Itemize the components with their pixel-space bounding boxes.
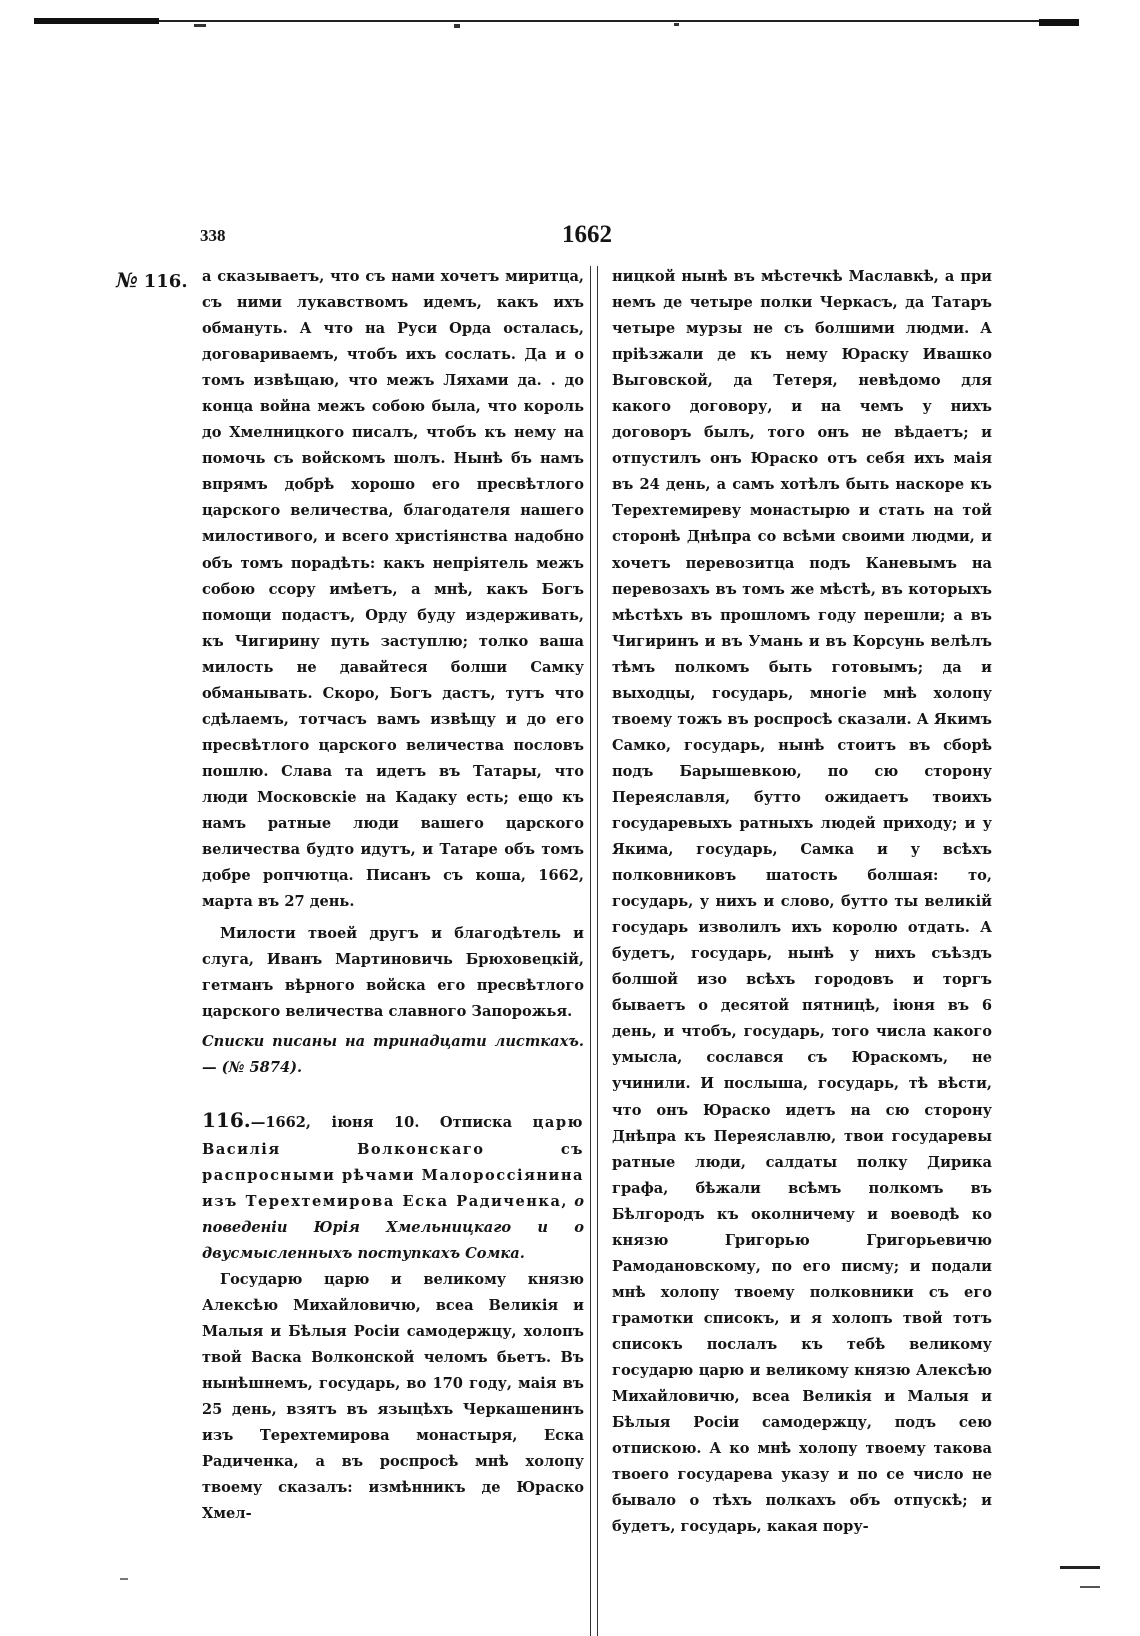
source-note: Списки писаны на тринадцати листкахъ. — (№ 5874). <box>202 1033 584 1077</box>
page-header <box>200 221 1000 256</box>
document-number: 116. <box>143 271 188 292</box>
entry-number: 116. <box>202 1108 251 1133</box>
numero-sign: № <box>116 268 138 292</box>
report-continuation-paragraph: ницкой нынѣ въ мѣстечкѣ Маславкѣ, а при немъ де четыре полки Черкасъ, да Татаръ четыре мурзы не съ болшими людми. А пріѣзжали де къ нему Юраску Ивашко Выговской, да Тетеря, невѣдомо для какого договору, и на чемъ у нихъ договоръ былъ, того онъ не вѣдаетъ; и отпустилъ онъ Юраско отъ себя ихъ маія въ 24 день, а самъ хотѣлъ быть наскоре къ Терехтемиреву монастырю и стать на той сторонѣ Днѣпра со всѣми своими людми, и хочетъ перевозитца подъ Каневымъ на перевозахъ въ томъ же мѣстѣ, въ которыхъ мѣстѣхъ въ прошломъ году перешли; а въ Чигиринъ и въ Умань и въ Корсунь велѣлъ тѣмъ полкомъ быть готовымъ; да и выходцы, государь, многіе мнѣ холопу твоему тожъ въ роспросѣ сказали. А Якимъ Самко, государь, нынѣ стоитъ въ сборѣ подъ Барышевкою, по сю сторону Переяславля, бутто ожидаетъ твоихъ государевыхъ ратныхъ людей приходу; и у Якима, государь, Самка и у всѣхъ полковниковъ шатость болшая: то, государь, у нихъ и слово, бутто ты великій государь изволилъ ихъ королю отдать. А будетъ, государь, нынѣ у нихъ съѣздъ болшой изо всѣхъ городовъ и торгъ бываетъ о десятой пятницѣ, іюня въ 6 день, и чтобъ, государь, того числа какого умысла, сослався съ Юраскомъ, не учинили. И послыша, государь, тѣ вѣсти, что онъ Юраско идетъ на сю сторону Днѣпра къ Переяславлю, твои государевы ратные люди, салдаты полку Дирика графа, бѣжали всѣмъ полкомъ въ Бѣлгородъ къ околничему и воеводѣ ко князю Григорью Григорьевичю Рамодановскому, по его писму; и подали мнѣ холопу твоему полковники съ его грамотки списокъ, и я холопъ твой тотъ списокъ послалъ къ тебѣ великому государю царю и великому князю Алексѣю Михайловичю, всеа Великія и Малыя и Бѣлыя Росіи самодержцу, подъ сею отпискою. А ко мнѣ холопу твоему такова твоего государева указу и по се число не бывало о тѣхъ полкахъ объ отпускѣ; и будетъ, государь, какая пору- <box>612 268 992 1536</box>
page-number: 338 <box>200 226 226 245</box>
right-column <box>612 264 992 1540</box>
document-number-marker <box>116 268 188 292</box>
entry-title: царю Василія Волконскаго съ распросными рѣчами Малороссіянина изъ Терехтемирова Еска Радиченка, <box>202 1114 584 1210</box>
page-year-heading: 1662 <box>562 221 612 248</box>
entry-heading <box>202 1107 584 1266</box>
letter-signature: Милости твоей другъ и благодѣтель и слуга, Иванъ Мартиновичь Брюховецкій, гетманъ вѣрного войска его пресвѣтлого царского величества славного Запорожья. <box>202 925 584 1021</box>
entry-subtitle: о поведеніи Юрія Хмельницкаго и о двусмысленныхъ поступкахъ Сомка. <box>202 1192 584 1262</box>
left-column <box>202 264 584 1527</box>
entry-date: —1662, іюня 10. Отписка <box>250 1114 513 1132</box>
report-body-paragraph: Государю царю и великому князю Алексѣю Михайловичю, всеа Великія и Малыя и Бѣлыя Росіи самодержцу, холопъ твой Васка Волконской челомъ бьетъ. Въ нынѣшнемъ, государь, во 170 году, маія въ 25 день, взятъ въ языцѣхъ Черкашенинъ изъ Терехтемирова монастыря, Еска Радиченка, а въ роспросѣ мнѣ холопу твоему сказалъ: измѣнникъ де Юраско Хмел- <box>202 1270 584 1523</box>
scan-edge-bottom <box>0 1560 1140 1600</box>
column-divider <box>590 266 598 1636</box>
letter-body-paragraph: а сказываетъ, что съ нами хочетъ миритца, съ ними лукавствомъ идемъ, какъ ихъ обмануть. А что на Руси Орда осталась, договариваемъ, чтобъ ихъ сослать. Да и о томъ извѣщаю, что межъ Ляхами да. . до конца война межъ собою была, что король до Хмелницкого писалъ, чтобъ къ нему на помочь съ войскомъ шолъ. Нынѣ бъ намъ впрямъ добрѣ хорошо его пресвѣтлого царского величества, благодателя нашего милостивого, и всего христіянства надобно объ томъ порадѣть: какъ непріятель межъ собою ссору имѣетъ, а мнѣ, какъ Богъ помощи подастъ, Орду буду издерживать, къ Чигирину путь заступлю; толко ваша милость не давайтеся болши Самку обманывать. Скоро, Богъ дастъ, тутъ что сдѣлаемъ, тотчасъ вамъ извѣщу и до его пресвѣтлого царского величества пословъ пошлю. Слава та идетъ въ Татары, что люди Московскіе на Кадаку есть; ещо къ намъ ратные люди вашего царского величества будто идутъ, и Татаре объ томъ добре ропчютца. Писанъ съ коша, 1662, марта въ 27 день. <box>202 268 584 911</box>
scan-edge-top <box>34 18 1079 48</box>
